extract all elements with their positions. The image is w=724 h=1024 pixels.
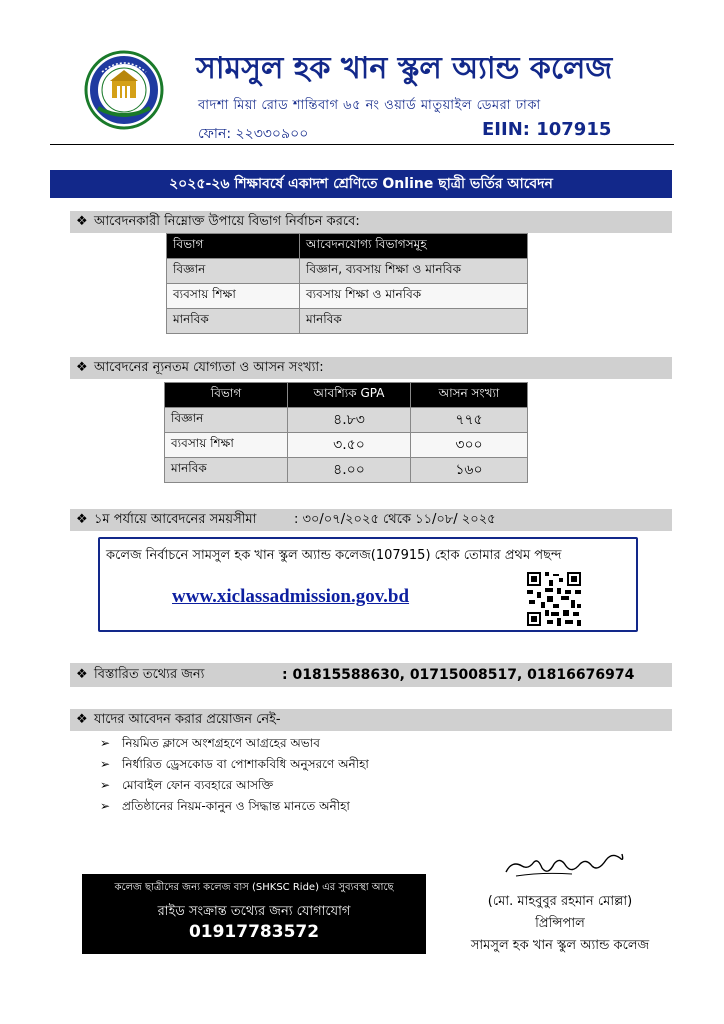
signature [502,846,628,882]
contacts-label: বিস্তারিত তথ্যের জন্য [94,667,205,682]
table-header: বিভাগ [165,383,288,408]
arrow-bullet-icon: ➢ [100,736,111,750]
diamond-bullet-icon: ❖ [76,214,88,229]
section-deadline [70,509,672,531]
bus-contact-phone: 01917783572 [188,922,320,942]
qr-code [525,570,583,628]
eiin-number: EIIN: 107915 [482,119,612,140]
table-cell: বিজ্ঞান [167,259,300,284]
section-contacts [70,663,672,687]
department-selection-table [166,233,528,334]
table-cell: মানবিক [300,309,528,334]
arrow-bullet-icon: ➢ [100,778,111,792]
table-cell: ব্যবসায় শিক্ষা ও মানবিক [300,284,528,309]
bus-contact-label: রাইড সংক্রান্ত তথ্যের জন্য যোগাযোগ [157,904,351,919]
page-title: ২০২৫-২৬ শিক্ষাবর্ষে একাদশ শ্রেণিতে Online ছাত্রী ভর্তির আবেদন [50,170,672,198]
table-cell: ১৬০ [411,458,528,483]
college-logo [84,50,164,130]
table-row [165,458,528,483]
table-cell: বিজ্ঞান [165,408,288,433]
table-cell: ৪.০০ [288,458,411,483]
header-divider [50,144,674,145]
diamond-bullet-icon: ❖ [76,360,88,375]
principal-name: (মো. মাহবুবুর রহমান মোল্লা) [487,894,633,909]
table-row [165,433,528,458]
arrow-bullet-icon: ➢ [100,799,111,813]
section-heading: আবেদনের ন্যূনতম যোগ্যতা ও আসন সংখ্যা: [94,360,324,375]
eligibility-table [164,382,528,483]
first-choice-headline: কলেজ নির্বাচনে সামসুল হক খান স্কুল অ্যান্ড কলেজ(107915) হোক তোমার প্রথম পছন্দ [106,548,562,563]
table-cell: ৩.৫০ [288,433,411,458]
principal-designation: প্রিন্সিপাল [535,916,585,931]
table-cell: ব্যবসায় শিক্ষা [167,284,300,309]
college-name: সামসুল হক খান স্কুল অ্যান্ড কলেজ [196,51,613,86]
section-heading: যাদের আবেদন করার প্রয়োজন নেই- [94,712,281,727]
table-cell: ৪.৮৩ [288,408,411,433]
admission-website-link[interactable]: www.xiclassadmission.gov.bd [172,586,410,607]
table-header: আবেদনযোগ্য বিভাগসমূহ [300,234,528,259]
table-cell: মানবিক [167,309,300,334]
arrow-bullet-icon: ➢ [100,757,111,771]
table-header: বিভাগ [167,234,300,259]
deadline-value: : ৩০/০৭/২০২৫ থেকে ১১/০৮/ ২০২৫ [294,512,496,527]
table-cell: ৭৭৫ [411,408,528,433]
section-heading: ১ম পর্যায়ে আবেদনের সময়সীমা [94,512,257,527]
diamond-bullet-icon: ❖ [76,712,88,727]
principal-institution: সামসুল হক খান স্কুল অ্যান্ড কলেজ [470,938,650,953]
table-cell: বিজ্ঞান, ব্যবসায় শিক্ষা ও মানবিক [300,259,528,284]
table-cell: ৩০০ [411,433,528,458]
list-item: ➢ মোবাইল ফোন ব্যবহারে আসক্তি [100,778,274,792]
list-item: ➢ নিয়মিত ক্লাসে অংশগ্রহণে আগ্রহের অভাব [100,736,320,750]
table-row [167,309,528,334]
section-department-selection [70,211,672,233]
college-address: বাদশা মিয়া রোড শান্তিবাগ ৬৫ নং ওয়ার্ড মাতুয়াইল ডেমরা ঢাকা [198,98,541,113]
section-not-needed [70,709,672,731]
bus-info-text: কলেজ ছাত্রীদের জন্য কলেজ বাস (SHKSC Ride) এর সুব্যবস্থা আছে [114,882,394,893]
table-cell: ব্যবসায় শিক্ষা [165,433,288,458]
table-row [167,284,528,309]
contacts-numbers: : 01815588630, 01715008517, 01816676974 [282,667,635,683]
table-row [167,259,528,284]
diamond-bullet-icon: ❖ [76,667,88,682]
college-phone: ফোন: ২২৩৩০৯০০ [198,126,309,142]
table-cell: মানবিক [165,458,288,483]
section-eligibility-seats [70,357,672,379]
list-item: ➢ নির্ধারিত ড্রেসকোড বা পোশাকবিধি অনুসরণে অনীহা [100,757,369,771]
list-item: ➢ প্রতিষ্ঠানের নিয়ম-কানুন ও সিদ্ধান্ত মানতে অনীহা [100,799,350,813]
table-header: আবশ্যিক GPA [288,383,411,408]
table-header: আসন সংখ্যা [411,383,528,408]
table-row [165,408,528,433]
diamond-bullet-icon: ❖ [76,512,88,527]
section-heading: আবেদনকারী নিম্নোক্ত উপায়ে বিভাগ নির্বাচন করবে: [94,214,360,229]
